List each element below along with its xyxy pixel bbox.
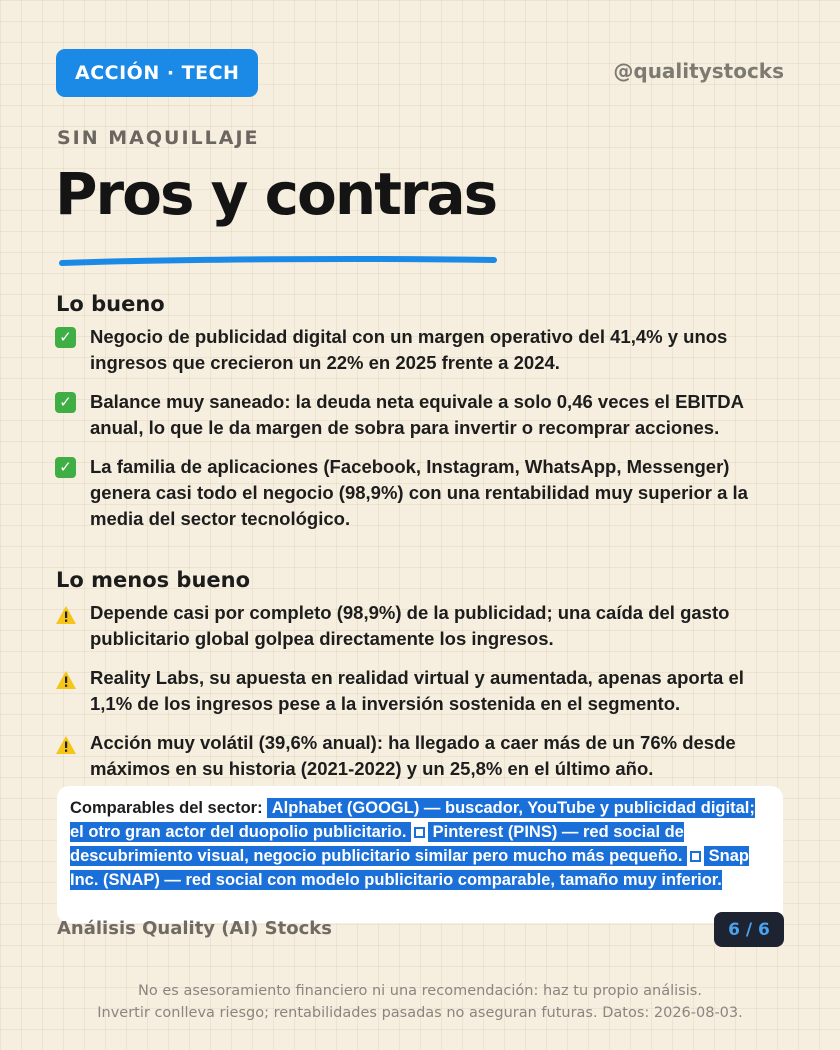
check-icon: ✓	[55, 327, 76, 348]
pros-item	[55, 324, 790, 376]
page-indicator: 6 / 6	[714, 912, 784, 947]
page-title: Pros y contras	[55, 160, 497, 228]
warning-icon	[55, 735, 77, 755]
separator-icon	[690, 851, 701, 862]
pros-list	[55, 324, 790, 545]
title-underline	[58, 254, 498, 268]
warning-icon	[55, 670, 77, 690]
warning-icon	[55, 605, 77, 625]
kicker-label: SIN MAQUILLAJE	[57, 127, 260, 149]
pros-heading: Lo bueno	[56, 292, 165, 316]
disclaimer-line: No es asesoramiento financiero ni una recomendación: haz tu propio análisis.	[138, 983, 702, 999]
pros-item	[55, 389, 790, 441]
pros-item-text: La familia de aplicaciones (Facebook, Instagram, WhatsApp, Messenger) genera casi todo el negocio (98,9%) con una rentabilidad muy superior a la media del sector tecnológico.	[90, 456, 748, 529]
cons-item	[55, 665, 790, 717]
cons-item-text: Acción muy volátil (39,6% anual): ha llegado a caer más de un 76% desde máximos en su historia (2021-2022) y un 25,8% en el último año.	[90, 732, 736, 779]
check-icon: ✓	[55, 392, 76, 413]
comparable-text: Pinterest (PINS) — red social de descubrimiento visual, negocio publicitario similar pero mucho más pequeño.	[70, 823, 684, 865]
cons-list	[55, 600, 790, 795]
check-icon: ✓	[55, 457, 76, 478]
cons-item-text: Reality Labs, su apuesta en realidad virtual y aumentada, apenas aporta el 1,1% de los ingresos pese a la inversión sostenida en el segmento.	[90, 667, 744, 714]
comparables-label: Comparables del sector:	[70, 799, 263, 817]
comparable-text: Alphabet (GOOGL) — buscador, YouTube y publicidad digital; el otro gran actor del duopolio publicitario.	[70, 799, 755, 841]
separator-icon	[414, 827, 425, 838]
comparable-text: Snap Inc. (SNAP) — red social con modelo publicitario comparable, tamaño muy inferior.	[70, 847, 749, 889]
category-tag: ACCIÓN · TECH	[56, 49, 258, 97]
series-name: Análisis Quality (AI) Stocks	[57, 918, 332, 939]
pros-item	[55, 454, 790, 532]
cons-item-text: Depende casi por completo (98,9%) de la publicidad; una caída del gasto publicitario global golpea directamente los ingresos.	[90, 602, 730, 649]
cons-heading: Lo menos bueno	[56, 568, 251, 592]
pros-item-text: Negocio de publicidad digital con un margen operativo del 41,4% y unos ingresos que crecieron un 22% en 2025 frente a 2024.	[90, 326, 728, 373]
pros-item-text: Balance muy saneado: la deuda neta equivale a solo 0,46 veces el EBITDA anual, lo que le da margen de sobra para invertir o recomprar acciones.	[90, 391, 744, 438]
cons-item	[55, 730, 790, 782]
disclaimer-line: Invertir conlleva riesgo; rentabilidades pasadas no aseguran futuras. Datos: 2026-08-03.	[97, 1005, 743, 1021]
cons-item	[55, 600, 790, 652]
disclaimer	[0, 980, 840, 1024]
comparables-box[interactable]	[57, 786, 783, 923]
account-handle: @qualitystocks	[613, 59, 784, 83]
